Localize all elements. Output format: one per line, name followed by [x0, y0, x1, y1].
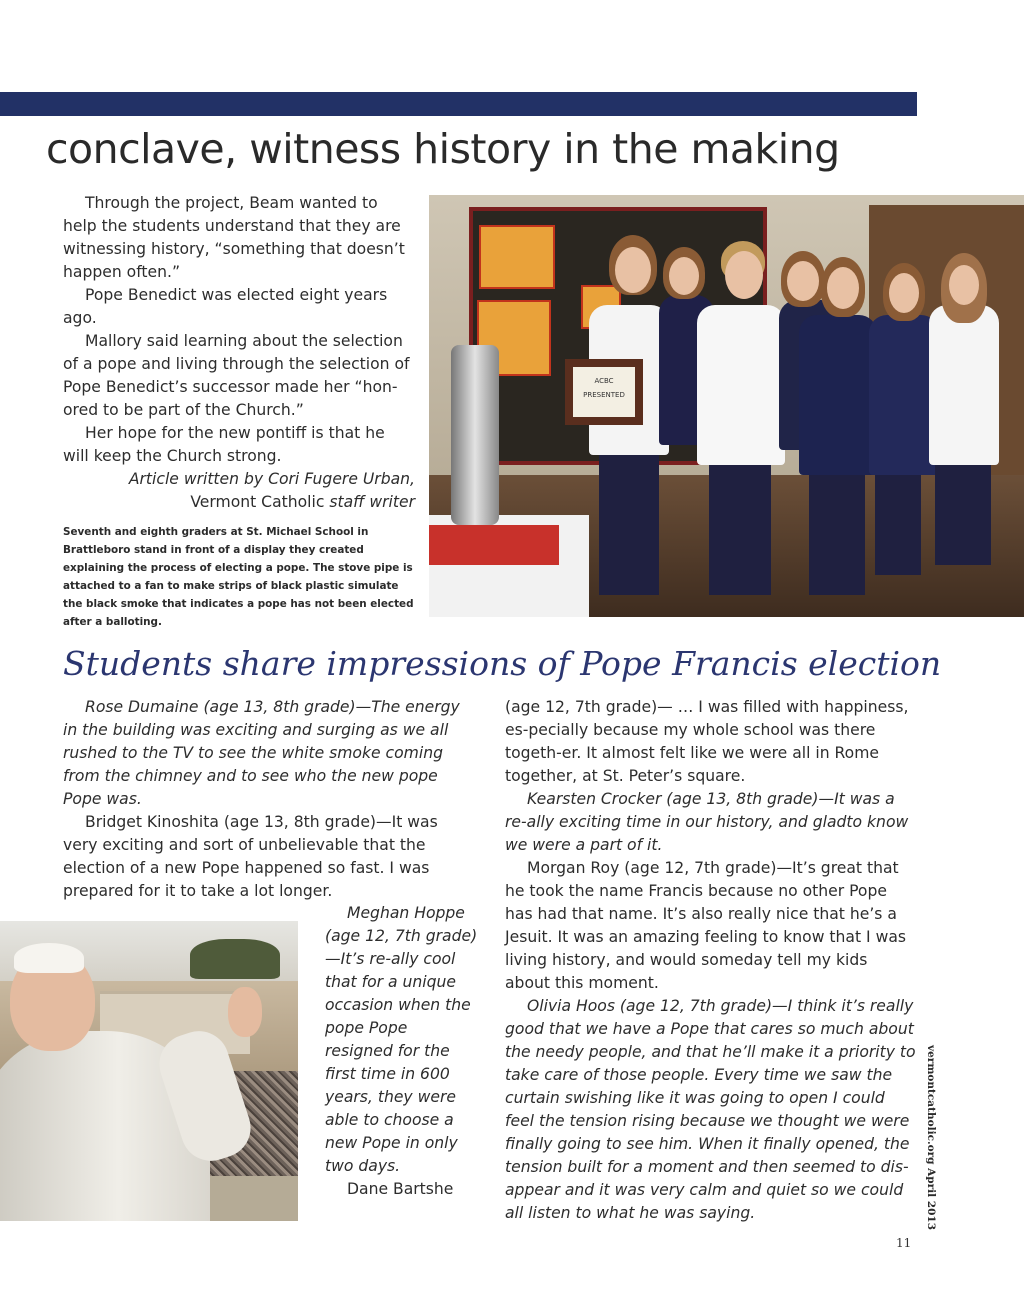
intro-paragraph: Mallory said learning about the selection of a pope and living through the selection of Pope Benedict’s successor made her “hon-ored to be part of the Church.”	[63, 332, 410, 419]
byline-title: staff writer	[329, 493, 415, 511]
plaque-line: ACBC	[594, 377, 614, 385]
byline-author: Article written by Cori Fugere Urban,	[128, 470, 415, 488]
byline-role	[63, 491, 415, 514]
header-band	[0, 92, 917, 116]
student-quote: Kearsten Crocker (age 13, 8th grade)—It was a re-ally exciting time in our history, and gladto know we were a part of it.	[505, 790, 909, 854]
photo-student	[875, 465, 921, 575]
student-quote: Olivia Hoos (age 12, 7th grade)—I think it’s really good that we have a Pope that cares so much about the needy people, and that he’ll make it a priority to take care of those people. Every time we saw the curtain swishing like it was going to open I could feel the tension rising because we thought we were finally going to see him. When it finally opened, the tension built for a moment and then seemed to dis-appear and it was very calm and quiet so we could all listen to what he was saying.	[505, 997, 916, 1222]
photo-student	[599, 445, 659, 595]
photo-student	[697, 305, 785, 465]
photo-pope-hand	[228, 987, 262, 1037]
page-number: 11	[896, 1236, 912, 1250]
student-quote: Meghan Hoppe (age 12, 7th grade)—It’s re-ally cool that for a unique occasion when the pope Pope resigned for the first time in 600 years, they were able to choose a new Pope in only two days.	[325, 904, 478, 1175]
student-quote: (age 12, 7th grade)— … I was filled with happiness, es-pecially because my whole school was there togeth-er. It almost felt like we were all in Rome together, at St. Peter’s square.	[505, 698, 909, 785]
byline-publication: Vermont Catholic	[190, 493, 330, 511]
pope-photo	[0, 921, 298, 1221]
class-photo	[429, 195, 1024, 617]
photo-student	[787, 261, 819, 301]
photo-caption: Seventh and eighth graders at St. Michael School in Brattleboro stand in front of a display they created explaining the process of electing a pope. The stove pipe is attached to a fan to make strips of black plastic simulate the black smoke that indicates a pope has not been elected after a balloting.	[63, 526, 414, 628]
right-column	[505, 696, 917, 1225]
photo-zucchetto	[14, 943, 84, 973]
narrow-column	[325, 902, 480, 1201]
photo-stove-pipe	[451, 345, 499, 525]
photo-student	[827, 267, 859, 309]
photo-student	[799, 315, 877, 475]
student-quote: Dane Bartshe	[347, 1180, 454, 1198]
plaque-line: PRESENTED	[583, 391, 625, 399]
intro-paragraph: Her hope for the new pontiff is that he will keep the Church strong.	[63, 424, 385, 465]
photo-student	[889, 273, 919, 313]
student-quote: Rose Dumaine (age 13, 8th grade)—The energy in the building was exciting and surging as we all rushed to the TV to see the white smoke coming from the chimney and to see who the new pope Pope was.	[63, 698, 460, 808]
photo-student	[929, 305, 999, 465]
photo-student	[709, 455, 771, 595]
photo-tablecloth	[429, 525, 559, 565]
photo-student	[669, 257, 699, 295]
photo-student	[809, 465, 865, 595]
student-quote: Morgan Roy (age 12, 7th grade)—It’s great that he took the name Francis because no other Pope has had that name. It’s also really nice that he’s a Jesuit. It was an amazing feeling to know that I was living history, and would someday tell my kids about this moment.	[505, 859, 907, 992]
side-folio	[925, 1045, 941, 1231]
intro-article	[63, 192, 415, 514]
section-subhead: Students share impressions of Pope Francis election	[63, 644, 942, 683]
page-headline: conclave, witness history in the making	[46, 125, 840, 173]
photo-student	[615, 247, 651, 293]
photo-poster	[479, 225, 555, 289]
side-folio-text: vermontcatholic.org April 2013	[925, 1045, 937, 1231]
left-column	[63, 696, 473, 903]
intro-paragraph: Through the project, Beam wanted to help the students understand that they are witnessing history, “something that doesn’t happen often.”	[63, 194, 405, 281]
photo-student	[935, 455, 991, 565]
photo-student	[949, 265, 979, 305]
intro-paragraph: Pope Benedict was elected eight years ago.	[63, 286, 388, 327]
student-quote: Bridget Kinoshita (age 13, 8th grade)—It was very exciting and sort of unbelievable that the election of a new Pope happened so fast. I was prepared for it to take a lot longer.	[63, 813, 438, 900]
photo-student	[725, 251, 763, 299]
photo-trees	[190, 939, 280, 979]
photo-plaque	[573, 367, 635, 417]
